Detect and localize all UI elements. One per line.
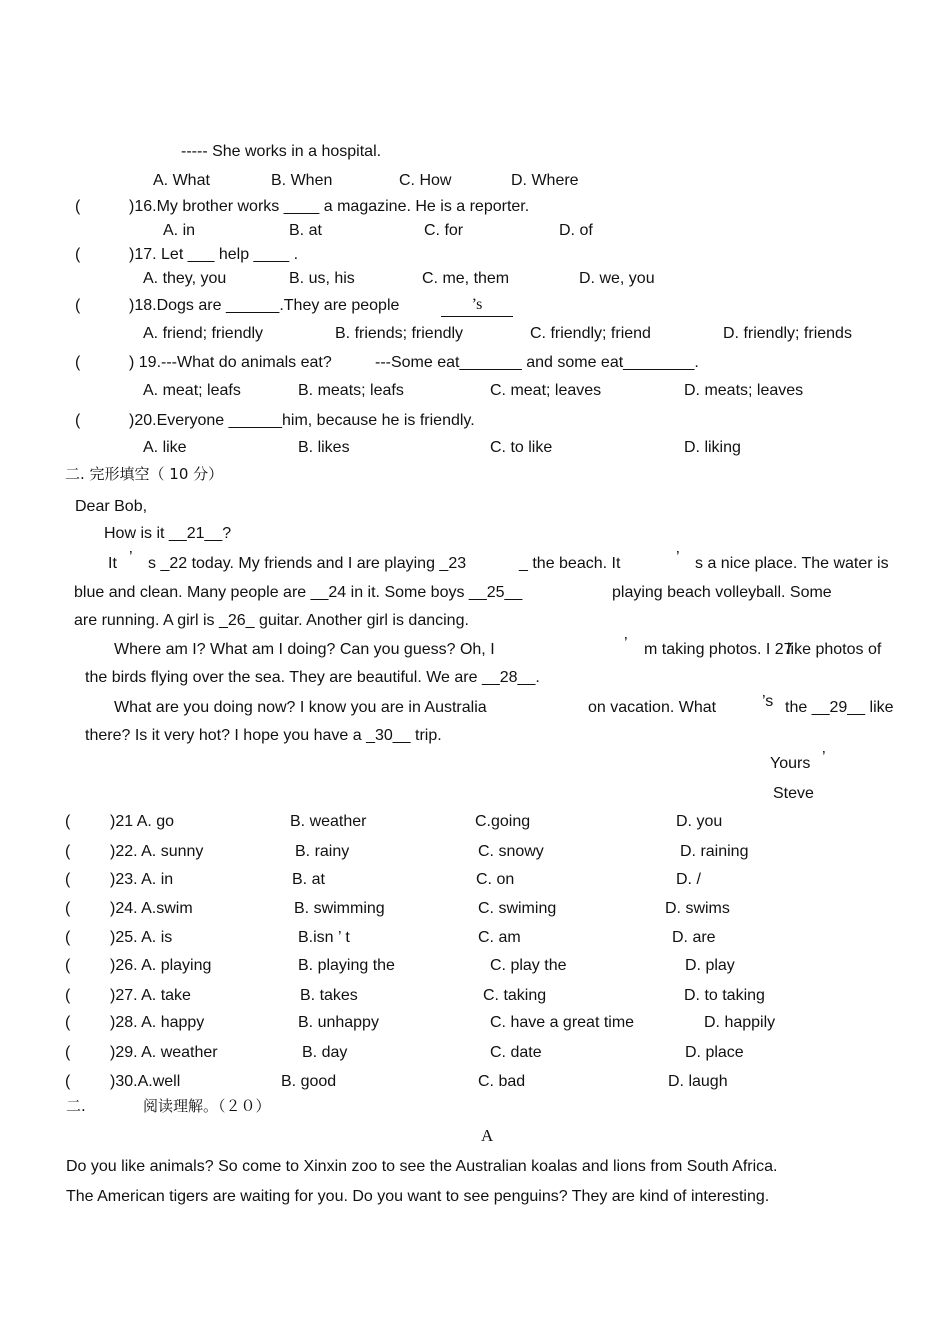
cloze-23-a: )23. A. in (110, 871, 174, 888)
cloze-28-b: B. unhappy (298, 1014, 379, 1031)
q16-option-b: B. at (289, 222, 322, 239)
cloze-21-a: )21 A. go (110, 813, 175, 830)
cloze-paren: ( (65, 871, 71, 888)
letter-p2-text-1: s _22 today. My friends and I are playing _23 (148, 555, 467, 572)
letter-p2-it: It (108, 555, 117, 572)
cloze-22-d: D. raining (680, 843, 749, 860)
q17-option-b: B. us, his (289, 270, 355, 287)
cloze-21-b: B. weather (290, 813, 367, 830)
cloze-23-d: D. / (676, 871, 701, 888)
reading-line-1: Do you like animals? So come to Xinxin zoo to see the Australian koalas and lions from South Africa. (66, 1158, 778, 1175)
letter-p4-line-1b: on vacation. What (588, 699, 717, 716)
q18-stem: )18.Dogs are ______.They are people (129, 297, 400, 314)
cloze-paren: ( (65, 813, 71, 830)
q17-paren: ( (75, 246, 81, 263)
letter-p4-line-2: there? Is it very hot? I hope you have a _30__ trip. (85, 727, 442, 744)
cloze-30-b: B. good (281, 1073, 337, 1090)
cloze-25-b: B.isn ’ t (298, 929, 350, 946)
cloze-24-b: B. swimming (294, 900, 385, 917)
letter-p3-line-1a: Where am I? What am I doing? Can you guess? Oh, I (114, 641, 495, 658)
q19-stem: ) 19.---What do animals eat? (129, 354, 332, 371)
cloze-paren: ( (65, 957, 71, 974)
cloze-30-d: D. laugh (668, 1073, 728, 1090)
cloze-27-c: C. taking (483, 987, 547, 1004)
q19-option-a: A. meat; leafs (143, 382, 241, 399)
letter-p2-text-2: _ the beach. It (519, 555, 621, 572)
section-cloze-heading: 二. 完形填空（ 10 分） (65, 465, 224, 483)
letter-p4-line-1a: What are you doing now? I know you are in Australia (114, 699, 487, 716)
cloze-28-a: )28. A. happy (110, 1014, 205, 1031)
cloze-22-c: C. snowy (478, 843, 544, 860)
q15-option-d: D. Where (511, 172, 579, 189)
cloze-24-a: )24. A.swim (110, 900, 193, 917)
letter-p2-text-3: s a nice place. The water is (695, 555, 889, 572)
q19-paren: ( (75, 354, 81, 371)
q16-option-d: D. of (559, 222, 593, 239)
cloze-28-c: C. have a great time (490, 1014, 635, 1031)
q15-option-c: C. How (399, 172, 452, 189)
reading-line-2: The American tigers are waiting for you. Do you want to see penguins? They are kind of interesting. (66, 1188, 770, 1205)
cloze-paren: ( (65, 843, 71, 860)
letter-p3-line-1d: like photos of (787, 641, 882, 658)
letter-signature: Steve (773, 785, 814, 802)
q18-option-c: C. friendly; friend (530, 325, 651, 342)
letter-p2-line-3: are running. A girl is _26_ guitar. Another girl is dancing. (74, 612, 469, 629)
q16-option-c: C. for (424, 222, 464, 239)
letter-p4-line-1d: the __29__ like (785, 699, 894, 716)
q20-option-b: B. likes (298, 439, 350, 456)
letter-closing: Yours (770, 755, 811, 772)
q15-answer-line: ----- She works in a hospital. (181, 143, 382, 160)
letter-greeting: Dear Bob, (75, 498, 148, 515)
cloze-27-a: )27. A. take (110, 987, 191, 1004)
cloze-paren: ( (65, 929, 71, 946)
cloze-22-a: )22. A. sunny (110, 843, 204, 860)
q18-option-d: D. friendly; friends (723, 325, 852, 342)
cloze-29-b: B. day (302, 1044, 348, 1061)
q16-option-a: A. in (163, 222, 196, 239)
q19-option-d: D. meats; leaves (684, 382, 804, 399)
cloze-26-b: B. playing the (298, 957, 395, 974)
q18-option-b: B. friends; friendly (335, 325, 464, 342)
letter-p3-line-2: the birds flying over the sea. They are beautiful. We are __28__. (85, 669, 540, 686)
q20-paren: ( (75, 412, 81, 429)
cloze-paren: ( (65, 1073, 71, 1090)
letter-p2-apostrophe-2: ’ (676, 549, 680, 566)
cloze-paren: ( (65, 1014, 71, 1031)
q16-paren: ( (75, 198, 81, 215)
letter-p2-apostrophe-1: ’ (129, 549, 133, 566)
cloze-paren: ( (65, 1044, 71, 1061)
cloze-27-b: B. takes (300, 987, 358, 1004)
letter-p2-line-2a: blue and clean. Many people are __24 in it. Some boys __25__ (74, 584, 523, 601)
cloze-paren: ( (65, 900, 71, 917)
cloze-24-c: C. swiming (478, 900, 557, 917)
cloze-28-d: D. happily (704, 1014, 776, 1031)
letter-p2-line-2b: playing beach volleyball. Some (612, 584, 832, 601)
reading-passage-label: A (481, 1126, 494, 1145)
cloze-29-a: )29. A. weather (110, 1044, 218, 1061)
letter-p3-line-1c: m taking photos. I 27 (644, 641, 793, 658)
cloze-30-c: C. bad (478, 1073, 526, 1090)
q18-paren: ( (75, 297, 81, 314)
cloze-21-c: C.going (475, 813, 531, 830)
cloze-29-d: D. place (685, 1044, 744, 1061)
q20-option-c: C. to like (490, 439, 553, 456)
cloze-27-d: D. to taking (684, 987, 765, 1004)
q17-option-a: A. they, you (143, 270, 227, 287)
q19-stem-answer: ---Some eat_______ and some eat________. (375, 354, 699, 371)
cloze-30-a: )30.A.well (110, 1073, 181, 1090)
cloze-26-c: C. play the (490, 957, 567, 974)
cloze-22-b: B. rainy (295, 843, 350, 860)
section-reading-heading: 阅读理解。（２０） (143, 1097, 271, 1115)
q17-option-c: C. me, them (422, 270, 510, 287)
letter-p3-apostrophe: ’ (624, 635, 628, 652)
q15-option-b: B. When (271, 172, 333, 189)
q15-option-a: A. What (153, 172, 210, 189)
cloze-24-d: D. swims (665, 900, 730, 917)
cloze-21-d: D. you (676, 813, 723, 830)
cloze-26-d: D. play (685, 957, 735, 974)
q18-blank: ’s (441, 294, 513, 317)
q20-option-d: D. liking (684, 439, 741, 456)
q19-option-b: B. meats; leafs (298, 382, 404, 399)
q19-option-c: C. meat; leaves (490, 382, 602, 399)
q17-stem: )17. Let ___ help ____ . (129, 246, 299, 263)
cloze-29-c: C. date (490, 1044, 542, 1061)
cloze-25-d: D. are (672, 929, 716, 946)
letter-closing-mark: ’ (822, 749, 826, 766)
letter-line-1: How is it __21__? (104, 525, 232, 542)
cloze-25-c: C. am (478, 929, 521, 946)
section-reading-number: 二. (66, 1097, 86, 1115)
cloze-25-a: )25. A. is (110, 929, 173, 946)
q20-option-a: A. like (143, 439, 187, 456)
cloze-23-c: C. on (476, 871, 515, 888)
cloze-26-a: )26. A. playing (110, 957, 212, 974)
q20-stem: )20.Everyone ______him, because he is friendly. (129, 412, 475, 429)
cloze-paren: ( (65, 987, 71, 1004)
q17-option-d: D. we, you (579, 270, 655, 287)
q18-option-a: A. friend; friendly (143, 325, 264, 342)
q16-stem: )16.My brother works ____ a magazine. He is a reporter. (129, 198, 530, 215)
cloze-23-b: B. at (292, 871, 325, 888)
letter-p4-line-1c: ’s (762, 693, 774, 710)
